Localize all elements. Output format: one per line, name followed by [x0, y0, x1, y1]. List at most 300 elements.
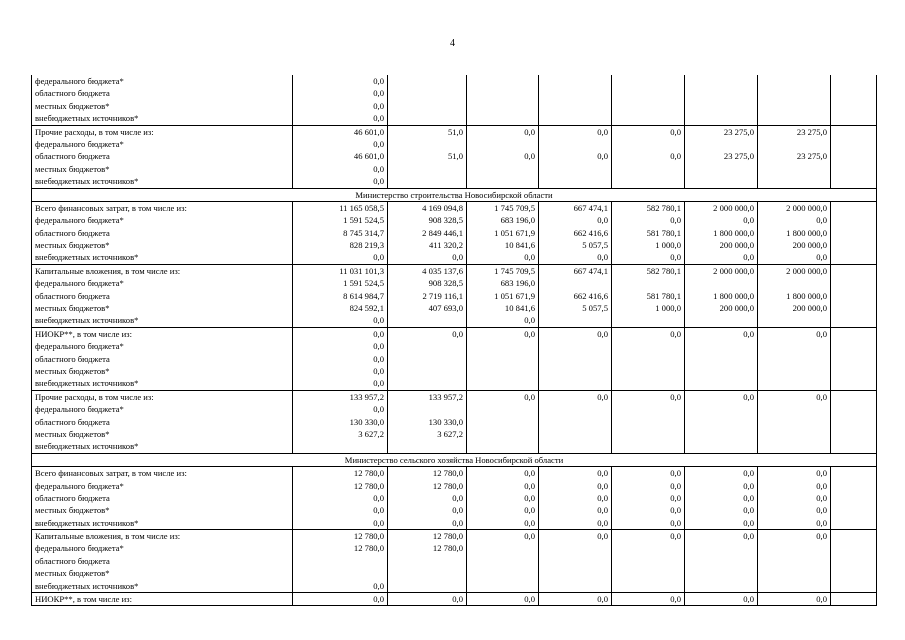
empty-cell: [831, 201, 877, 214]
table-row: [32, 227, 877, 239]
value-cell: [685, 175, 758, 188]
value-cell: 3 627,2: [293, 428, 388, 440]
value-cell: 11 165 058,5: [293, 201, 388, 214]
value-cell: 0,0: [685, 251, 758, 264]
empty-cell: [831, 416, 877, 428]
value-cell: 0,0: [612, 150, 685, 162]
value-cell: 0,0: [293, 403, 388, 415]
value-cell: [758, 440, 831, 453]
value-cell: 23 275,0: [685, 150, 758, 162]
row-label: внебюджетных источников*: [32, 580, 293, 593]
value-cell: 0,0: [467, 480, 539, 492]
empty-cell: [831, 555, 877, 567]
value-cell: 11 031 101,3: [293, 264, 388, 277]
value-cell: [467, 365, 539, 377]
value-cell: 0,0: [293, 163, 388, 175]
value-cell: [388, 555, 467, 567]
value-cell: [612, 580, 685, 593]
row-label: федерального бюджета*: [32, 542, 293, 554]
value-cell: 0,0: [612, 504, 685, 516]
value-cell: [612, 100, 685, 112]
row-label: НИОКР**, в том числе из:: [32, 593, 293, 606]
value-cell: 0,0: [758, 492, 831, 504]
value-cell: 0,0: [539, 467, 612, 480]
value-cell: 0,0: [467, 530, 539, 543]
row-label: Капитальные вложения, в том числе из:: [32, 530, 293, 543]
value-cell: [685, 314, 758, 327]
value-cell: 0,0: [467, 314, 539, 327]
page-number: 4: [450, 38, 455, 49]
value-cell: [685, 377, 758, 390]
value-cell: 0,0: [388, 492, 467, 504]
value-cell: 0,0: [293, 314, 388, 327]
value-cell: 411 320,2: [388, 239, 467, 251]
table-row: [32, 416, 877, 428]
value-cell: 0,0: [293, 593, 388, 606]
value-cell: 0,0: [685, 327, 758, 340]
value-cell: [467, 353, 539, 365]
row-label: областного бюджета: [32, 150, 293, 162]
value-cell: 130 330,0: [388, 416, 467, 428]
value-cell: [467, 567, 539, 579]
value-cell: 0,0: [758, 480, 831, 492]
value-cell: [293, 567, 388, 579]
value-cell: 0,0: [612, 467, 685, 480]
empty-cell: [831, 340, 877, 352]
value-cell: [612, 567, 685, 579]
row-label: местных бюджетов*: [32, 365, 293, 377]
value-cell: [539, 175, 612, 188]
value-cell: [612, 416, 685, 428]
empty-cell: [831, 467, 877, 480]
row-label: местных бюджетов*: [32, 163, 293, 175]
value-cell: 0,0: [612, 517, 685, 530]
row-label: внебюджетных источников*: [32, 440, 293, 453]
value-cell: [612, 542, 685, 554]
row-label: Всего финансовых затрат, в том числе из:: [32, 201, 293, 214]
value-cell: 0,0: [293, 517, 388, 530]
table-row: [32, 125, 877, 138]
value-cell: [685, 353, 758, 365]
value-cell: [539, 100, 612, 112]
empty-cell: [831, 593, 877, 606]
row-label: местных бюджетов*: [32, 428, 293, 440]
value-cell: 667 474,1: [539, 201, 612, 214]
value-cell: [612, 138, 685, 150]
value-cell: 581 780,1: [612, 227, 685, 239]
value-cell: [467, 112, 539, 125]
value-cell: [685, 580, 758, 593]
empty-cell: [831, 377, 877, 390]
empty-cell: [831, 504, 877, 516]
row-label: федерального бюджета*: [32, 340, 293, 352]
value-cell: 1 591 524,5: [293, 277, 388, 289]
empty-cell: [831, 112, 877, 125]
table-row: [32, 555, 877, 567]
value-cell: 582 780,1: [612, 201, 685, 214]
value-cell: 0,0: [539, 492, 612, 504]
table-row: [32, 264, 877, 277]
value-cell: 2 719 116,1: [388, 290, 467, 302]
row-label: федерального бюджета*: [32, 277, 293, 289]
value-cell: 0,0: [388, 251, 467, 264]
value-cell: 0,0: [539, 214, 612, 226]
value-cell: [539, 314, 612, 327]
value-cell: 0,0: [293, 580, 388, 593]
value-cell: 1 591 524,5: [293, 214, 388, 226]
value-cell: 0,0: [685, 530, 758, 543]
value-cell: 1 745 709,5: [467, 201, 539, 214]
value-cell: [388, 87, 467, 99]
empty-cell: [831, 277, 877, 289]
value-cell: 200 000,0: [685, 239, 758, 251]
row-label: внебюджетных источников*: [32, 112, 293, 125]
value-cell: [758, 75, 831, 87]
empty-cell: [831, 290, 877, 302]
empty-cell: [831, 214, 877, 226]
value-cell: 0,0: [758, 593, 831, 606]
value-cell: 0,0: [758, 517, 831, 530]
value-cell: 662 416,6: [539, 290, 612, 302]
value-cell: [539, 112, 612, 125]
value-cell: 8 745 314,7: [293, 227, 388, 239]
empty-cell: [831, 100, 877, 112]
value-cell: [388, 377, 467, 390]
value-cell: [539, 353, 612, 365]
value-cell: 12 780,0: [293, 467, 388, 480]
value-cell: 0,0: [467, 467, 539, 480]
table-row: [32, 580, 877, 593]
financing-table-body: [32, 75, 877, 606]
value-cell: 0,0: [612, 492, 685, 504]
value-cell: 2 000 000,0: [685, 201, 758, 214]
value-cell: [612, 428, 685, 440]
value-cell: 824 592,1: [293, 302, 388, 314]
value-cell: [758, 163, 831, 175]
empty-cell: [831, 264, 877, 277]
value-cell: 0,0: [293, 138, 388, 150]
value-cell: [467, 138, 539, 150]
row-label: НИОКР**, в том числе из:: [32, 327, 293, 340]
empty-cell: [831, 517, 877, 530]
value-cell: 1 000,0: [612, 239, 685, 251]
value-cell: [612, 175, 685, 188]
value-cell: [758, 277, 831, 289]
value-cell: 10 841,6: [467, 302, 539, 314]
table-row: [32, 530, 877, 543]
value-cell: 908 328,5: [388, 214, 467, 226]
row-label: местных бюджетов*: [32, 504, 293, 516]
value-cell: 0,0: [612, 327, 685, 340]
value-cell: [388, 340, 467, 352]
value-cell: 0,0: [612, 390, 685, 403]
value-cell: [758, 340, 831, 352]
table-row: [32, 440, 877, 453]
empty-cell: [831, 150, 877, 162]
value-cell: [612, 353, 685, 365]
value-cell: 133 957,2: [388, 390, 467, 403]
empty-cell: [831, 390, 877, 403]
value-cell: 0,0: [293, 365, 388, 377]
value-cell: [685, 112, 758, 125]
value-cell: [758, 555, 831, 567]
value-cell: [467, 87, 539, 99]
value-cell: [758, 100, 831, 112]
value-cell: 12 780,0: [388, 530, 467, 543]
value-cell: 0,0: [467, 593, 539, 606]
value-cell: 582 780,1: [612, 264, 685, 277]
row-label: федерального бюджета*: [32, 75, 293, 87]
value-cell: [612, 87, 685, 99]
value-cell: 0,0: [539, 327, 612, 340]
row-label: областного бюджета: [32, 416, 293, 428]
value-cell: [388, 580, 467, 593]
value-cell: 0,0: [758, 251, 831, 264]
value-cell: 0,0: [293, 327, 388, 340]
table-row: [32, 239, 877, 251]
table-row: [32, 390, 877, 403]
value-cell: 0,0: [293, 87, 388, 99]
value-cell: [293, 440, 388, 453]
value-cell: [758, 377, 831, 390]
value-cell: [388, 314, 467, 327]
section-header-row: [32, 453, 877, 466]
row-label: областного бюджета: [32, 290, 293, 302]
empty-cell: [831, 567, 877, 579]
value-cell: 0,0: [758, 504, 831, 516]
value-cell: 0,0: [467, 390, 539, 403]
value-cell: 200 000,0: [685, 302, 758, 314]
value-cell: 683 196,0: [467, 277, 539, 289]
empty-cell: [831, 440, 877, 453]
value-cell: 662 416,6: [539, 227, 612, 239]
table-row: [32, 277, 877, 289]
value-cell: 0,0: [539, 480, 612, 492]
value-cell: 0,0: [539, 390, 612, 403]
table-row: [32, 163, 877, 175]
table-row: [32, 542, 877, 554]
value-cell: [758, 365, 831, 377]
row-label: областного бюджета: [32, 227, 293, 239]
empty-cell: [831, 480, 877, 492]
value-cell: 46 601,0: [293, 150, 388, 162]
value-cell: [758, 112, 831, 125]
value-cell: 1 051 671,9: [467, 227, 539, 239]
value-cell: [467, 377, 539, 390]
value-cell: 0,0: [685, 214, 758, 226]
value-cell: 0,0: [293, 100, 388, 112]
value-cell: 200 000,0: [758, 239, 831, 251]
row-label: областного бюджета: [32, 555, 293, 567]
table-row: [32, 467, 877, 480]
value-cell: 0,0: [685, 517, 758, 530]
value-cell: 130 330,0: [293, 416, 388, 428]
empty-cell: [831, 353, 877, 365]
value-cell: 0,0: [612, 214, 685, 226]
value-cell: 4 169 094,8: [388, 201, 467, 214]
row-label: Прочие расходы, в том числе из:: [32, 390, 293, 403]
value-cell: [467, 163, 539, 175]
value-cell: 1 000,0: [612, 302, 685, 314]
table-row: [32, 365, 877, 377]
value-cell: 1 745 709,5: [467, 264, 539, 277]
empty-cell: [831, 530, 877, 543]
table-row: [32, 314, 877, 327]
value-cell: 0,0: [293, 492, 388, 504]
value-cell: 0,0: [758, 390, 831, 403]
empty-cell: [831, 87, 877, 99]
value-cell: [758, 403, 831, 415]
row-label: федерального бюджета*: [32, 403, 293, 415]
value-cell: [612, 340, 685, 352]
value-cell: 12 780,0: [388, 467, 467, 480]
table-row: [32, 340, 877, 352]
empty-cell: [831, 302, 877, 314]
value-cell: 0,0: [388, 327, 467, 340]
value-cell: [758, 416, 831, 428]
value-cell: 0,0: [539, 530, 612, 543]
table-row: [32, 138, 877, 150]
value-cell: [539, 403, 612, 415]
value-cell: 0,0: [685, 467, 758, 480]
value-cell: 23 275,0: [685, 125, 758, 138]
empty-cell: [831, 251, 877, 264]
empty-cell: [831, 542, 877, 554]
value-cell: [758, 175, 831, 188]
value-cell: 0,0: [758, 327, 831, 340]
value-cell: [685, 542, 758, 554]
value-cell: [685, 340, 758, 352]
value-cell: [539, 555, 612, 567]
value-cell: [539, 428, 612, 440]
value-cell: 0,0: [539, 125, 612, 138]
value-cell: 0,0: [293, 75, 388, 87]
row-label: федерального бюджета*: [32, 214, 293, 226]
empty-cell: [831, 175, 877, 188]
value-cell: [685, 567, 758, 579]
value-cell: 0,0: [612, 593, 685, 606]
value-cell: [685, 138, 758, 150]
empty-cell: [831, 327, 877, 340]
value-cell: [467, 100, 539, 112]
value-cell: [758, 87, 831, 99]
value-cell: [467, 555, 539, 567]
value-cell: [612, 403, 685, 415]
empty-cell: [831, 227, 877, 239]
value-cell: [685, 416, 758, 428]
value-cell: [612, 112, 685, 125]
value-cell: 133 957,2: [293, 390, 388, 403]
value-cell: 0,0: [293, 175, 388, 188]
value-cell: [539, 87, 612, 99]
row-label: областного бюджета: [32, 87, 293, 99]
value-cell: [758, 314, 831, 327]
value-cell: 0,0: [758, 530, 831, 543]
value-cell: 0,0: [758, 214, 831, 226]
value-cell: 407 693,0: [388, 302, 467, 314]
value-cell: [758, 138, 831, 150]
value-cell: [539, 163, 612, 175]
value-cell: 0,0: [467, 504, 539, 516]
value-cell: [685, 100, 758, 112]
value-cell: [388, 353, 467, 365]
value-cell: [467, 75, 539, 87]
value-cell: [612, 555, 685, 567]
value-cell: 0,0: [539, 251, 612, 264]
empty-cell: [831, 163, 877, 175]
table-row: [32, 517, 877, 530]
value-cell: 0,0: [612, 251, 685, 264]
value-cell: 0,0: [539, 517, 612, 530]
table-row: [32, 251, 877, 264]
value-cell: 683 196,0: [467, 214, 539, 226]
value-cell: [539, 138, 612, 150]
table-row: [32, 327, 877, 340]
value-cell: [467, 428, 539, 440]
value-cell: 46 601,0: [293, 125, 388, 138]
empty-cell: [831, 428, 877, 440]
value-cell: [467, 440, 539, 453]
row-label: местных бюджетов*: [32, 239, 293, 251]
section-title: Министерство строительства Новосибирской области: [32, 188, 877, 201]
value-cell: [539, 440, 612, 453]
value-cell: [612, 377, 685, 390]
value-cell: 0,0: [467, 492, 539, 504]
table-row: [32, 377, 877, 390]
value-cell: 1 800 000,0: [685, 290, 758, 302]
row-label: внебюджетных источников*: [32, 175, 293, 188]
value-cell: [467, 403, 539, 415]
value-cell: [758, 428, 831, 440]
row-label: местных бюджетов*: [32, 302, 293, 314]
value-cell: [467, 416, 539, 428]
table-row: [32, 100, 877, 112]
value-cell: [685, 428, 758, 440]
row-label: местных бюджетов*: [32, 100, 293, 112]
value-cell: 23 275,0: [758, 125, 831, 138]
value-cell: [685, 87, 758, 99]
value-cell: 12 780,0: [388, 542, 467, 554]
table-row: [32, 150, 877, 162]
row-label: внебюджетных источников*: [32, 517, 293, 530]
table-row: [32, 567, 877, 579]
value-cell: [388, 75, 467, 87]
value-cell: 5 057,5: [539, 239, 612, 251]
value-cell: 2 849 446,1: [388, 227, 467, 239]
value-cell: 200 000,0: [758, 302, 831, 314]
table-row: [32, 504, 877, 516]
row-label: внебюджетных источников*: [32, 314, 293, 327]
row-label: Всего финансовых затрат, в том числе из:: [32, 467, 293, 480]
value-cell: 8 614 984,7: [293, 290, 388, 302]
value-cell: 0,0: [612, 480, 685, 492]
value-cell: [758, 580, 831, 593]
row-label: внебюджетных источников*: [32, 377, 293, 390]
value-cell: [685, 163, 758, 175]
value-cell: 1 051 671,9: [467, 290, 539, 302]
table-row: [32, 480, 877, 492]
empty-cell: [831, 492, 877, 504]
value-cell: [388, 403, 467, 415]
value-cell: 2 000 000,0: [758, 264, 831, 277]
value-cell: [539, 416, 612, 428]
value-cell: 12 780,0: [293, 530, 388, 543]
row-label: областного бюджета: [32, 353, 293, 365]
empty-cell: [831, 138, 877, 150]
value-cell: 0,0: [685, 593, 758, 606]
value-cell: 0,0: [612, 530, 685, 543]
value-cell: [539, 567, 612, 579]
